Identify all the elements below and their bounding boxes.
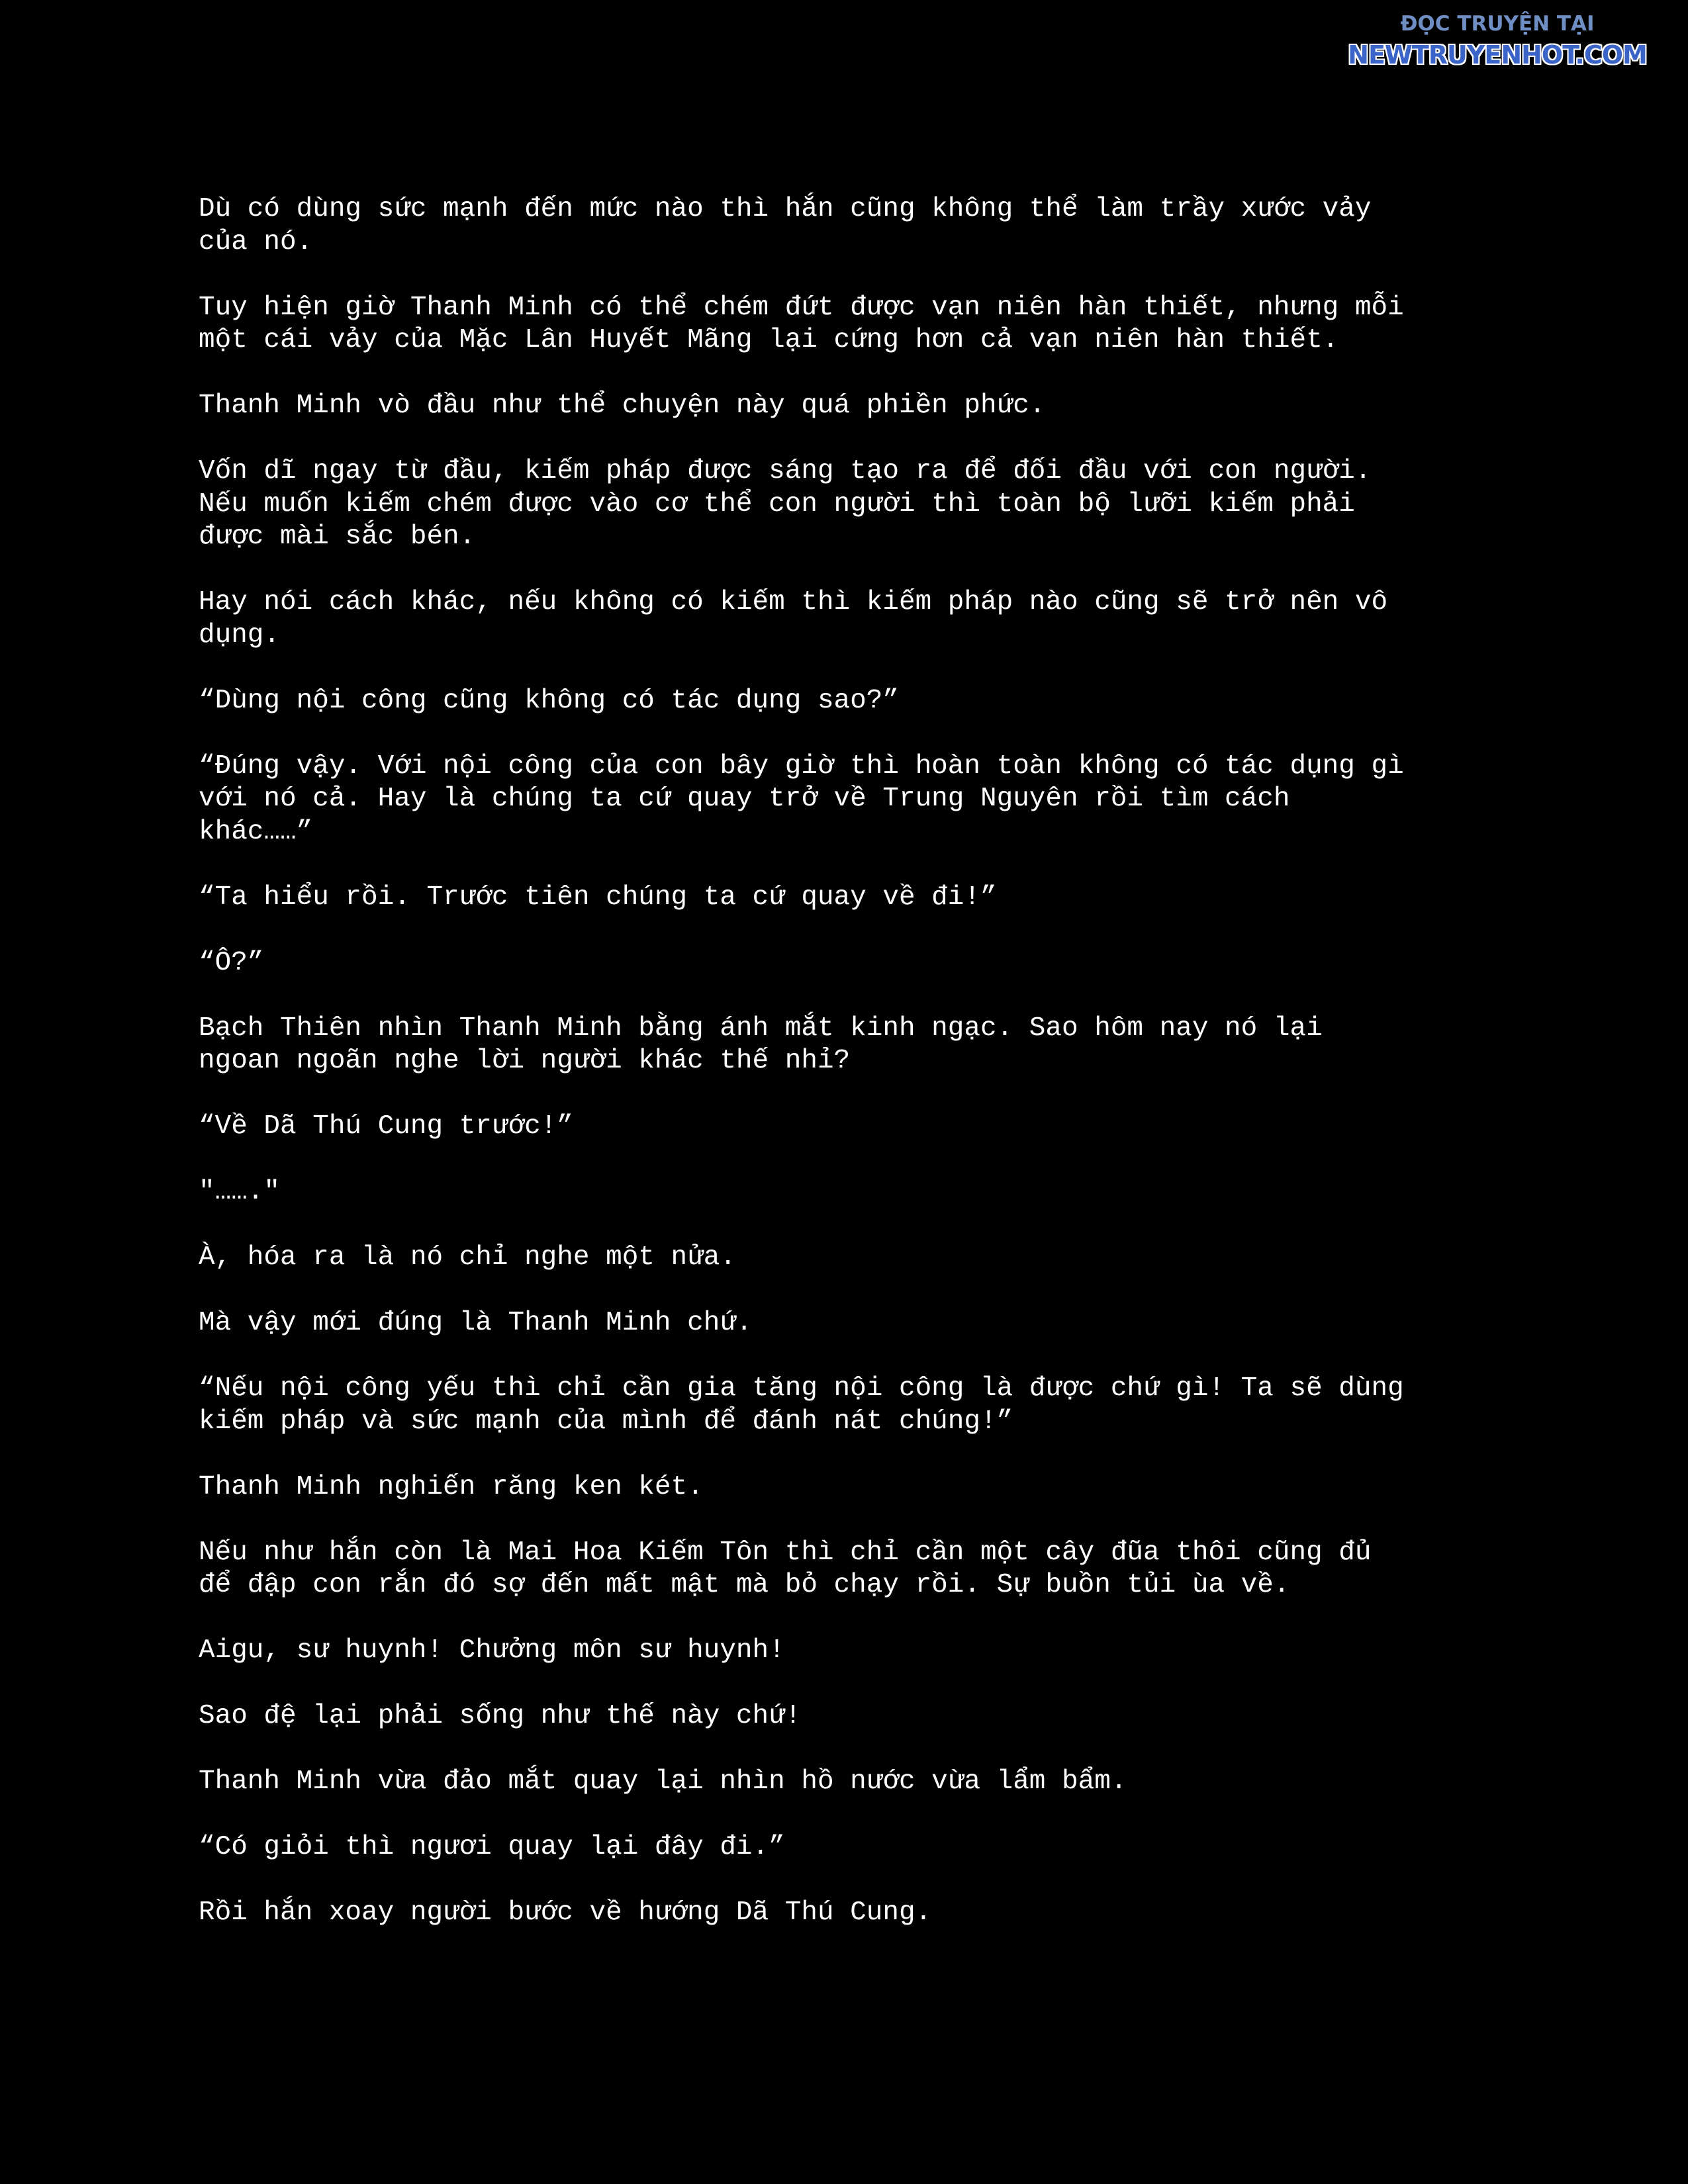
paragraph-6: “Dùng nội công cũng không có tác dụng sao?” — [199, 685, 899, 716]
paragraph-17: Nếu như hắn còn là Mai Hoa Kiếm Tôn thì chỉ cần một cây đũa thôi cũng đủ để đập con rắn đó sợ đến mất mật mà bỏ chạy rồi. Sự buồn tủi ùa về. — [199, 1537, 1372, 1600]
paragraph-3: Thanh Minh vò đầu như thể chuyện này quá phiền phức. — [199, 390, 1046, 421]
paragraph-13: À, hóa ra là nó chỉ nghe một nửa. — [199, 1242, 736, 1273]
paragraph-8: “Ta hiểu rồi. Trước tiên chúng ta cứ quay về đi!” — [199, 882, 997, 913]
watermark-site-name: NEWTRUYENHOT.COM — [1348, 40, 1647, 69]
paragraph-12: "……." — [199, 1177, 281, 1207]
paragraph-22: Rồi hắn xoay người bước về hướng Dã Thú Cung. — [199, 1897, 932, 1928]
paragraph-4: Vốn dĩ ngay từ đầu, kiếm pháp được sáng tạo ra để đối đầu với con người. Nếu muốn kiếm chém được vào cơ thể con người thì toàn bộ lưỡi kiếm phải được mài sắc bén. — [199, 456, 1372, 552]
paragraph-5: Hay nói cách khác, nếu không có kiếm thì kiếm pháp nào cũng sẽ trở nên vô dụng. — [199, 587, 1388, 651]
paragraph-11: “Về Dã Thú Cung trước!” — [199, 1111, 573, 1142]
story-text — [199, 193, 1523, 1962]
paragraph-7: “Đúng vậy. Với nội công của con bây giờ thì hoàn toàn không có tác dụng gì với nó cả. Hay là chúng ta cứ quay trở về Trung Nguyên rồi tìm cách khác……” — [199, 751, 1404, 847]
paragraph-9: “Ô?” — [199, 947, 264, 978]
paragraph-20: Thanh Minh vừa đảo mắt quay lại nhìn hồ nước vừa lẩm bẩm. — [199, 1766, 1127, 1797]
paragraph-14: Mà vậy mới đúng là Thanh Minh chứ. — [199, 1308, 753, 1338]
paragraph-15: “Nếu nội công yếu thì chỉ cần gia tăng nội công là được chứ gì! Ta sẽ dùng kiếm pháp và sức mạnh của mình để đánh nát chúng!” — [199, 1373, 1404, 1437]
watermark-top-text: ĐỌC TRUYỆN TẠI — [1400, 12, 1595, 36]
paragraph-2: Tuy hiện giờ Thanh Minh có thể chém đứt được vạn niên hàn thiết, nhưng mỗi một cái vảy của Mặc Lân Huyết Mãng lại cứng hơn cả vạn niên hàn thiết. — [199, 292, 1404, 355]
paragraph-19: Sao đệ lại phải sống như thế này chứ! — [199, 1701, 802, 1731]
paragraph-10: Bạch Thiên nhìn Thanh Minh bằng ánh mắt kinh ngạc. Sao hôm nay nó lại ngoan ngoãn nghe lời người khác thế nhỉ? — [199, 1013, 1323, 1076]
paragraph-16: Thanh Minh nghiến răng ken két. — [199, 1471, 704, 1502]
site-watermark — [1325, 9, 1669, 71]
paragraph-21: “Có giỏi thì ngươi quay lại đây đi.” — [199, 1832, 785, 1862]
paragraph-1: Dù có dùng sức mạnh đến mức nào thì hắn cũng không thể làm trầy xước vảy của nó. — [199, 194, 1372, 257]
paragraph-18: Aigu, sư huynh! Chưởng môn sư huynh! — [199, 1635, 785, 1666]
